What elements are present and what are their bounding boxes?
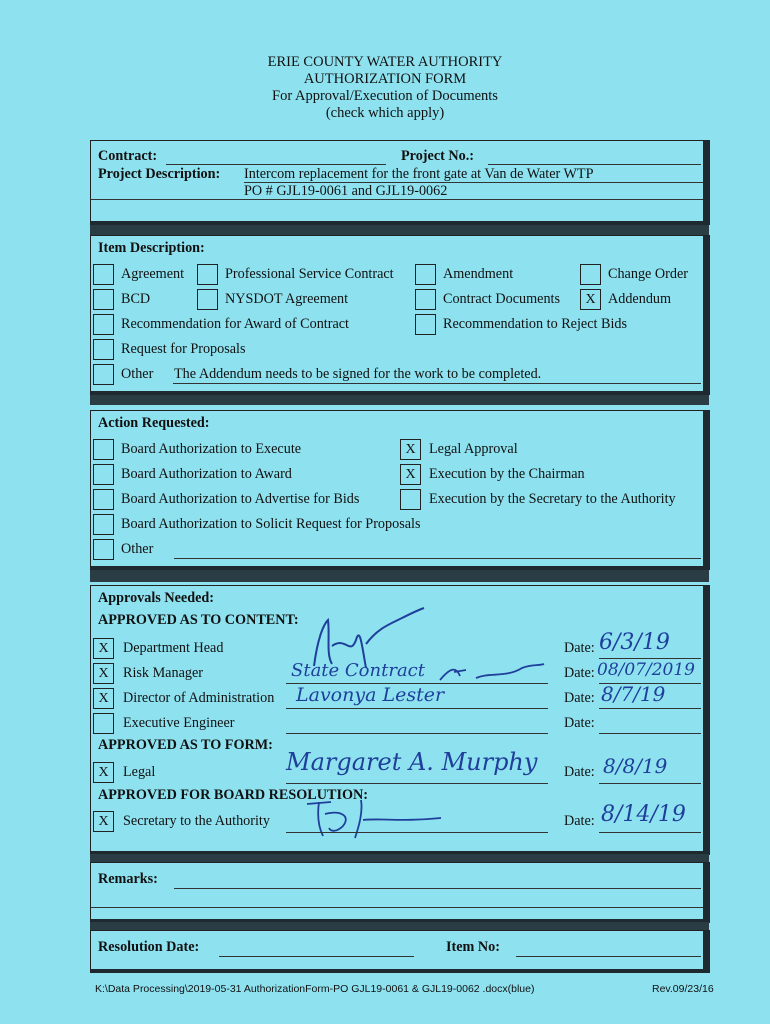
- section-divider: [90, 854, 709, 862]
- action-requested-section: [90, 410, 710, 570]
- execute-checkbox[interactable]: [93, 439, 114, 460]
- legal-signature: Margaret A. Murphy: [286, 748, 538, 776]
- remarks-label: Remarks:: [98, 871, 158, 887]
- rec-reject-label: Recommendation to Reject Bids: [443, 316, 628, 332]
- secretary-authority-date-label: Date:: [564, 813, 595, 829]
- section-divider: [90, 922, 709, 930]
- award-checkbox[interactable]: [93, 464, 114, 485]
- date-line: [599, 658, 701, 659]
- agreement-label: Agreement: [121, 266, 185, 282]
- professional-service-label: Professional Service Contract: [225, 266, 394, 282]
- risk-manager-date[interactable]: 08/07/2019: [597, 660, 695, 680]
- director-admin-label: Director of Administration: [123, 690, 275, 706]
- secretary-checkbox[interactable]: [400, 489, 421, 510]
- contract-label: Contract:: [98, 148, 158, 164]
- secretary-authority-date[interactable]: 8/14/19: [601, 802, 686, 827]
- executive-engineer-checkbox[interactable]: [93, 713, 114, 734]
- item-description-title: Item Description:: [98, 240, 205, 256]
- risk-manager-date-label: Date:: [564, 665, 595, 681]
- approvals-title: Approvals Needed:: [98, 590, 215, 606]
- legal-approval-label: Legal Approval: [429, 441, 518, 457]
- remarks-field[interactable]: [174, 888, 701, 889]
- contract-documents-checkbox[interactable]: [415, 289, 436, 310]
- form-header: [0, 54, 770, 122]
- amendment-checkbox[interactable]: [415, 264, 436, 285]
- signature-line: [286, 832, 548, 833]
- date-line: [599, 708, 701, 709]
- section-divider: [90, 570, 709, 582]
- director-admin-date-label: Date:: [564, 690, 595, 706]
- signature-line: [286, 783, 548, 784]
- date-line: [599, 733, 701, 734]
- legal-checkbox[interactable]: X: [93, 762, 114, 783]
- addendum-checkbox[interactable]: X: [580, 289, 601, 310]
- signature-line: [286, 708, 548, 709]
- rfp-label: Request for Proposals: [121, 341, 246, 357]
- project-description-line2[interactable]: PO # GJL19-0061 and GJL19-0062: [244, 183, 448, 199]
- action-other-checkbox[interactable]: [93, 539, 114, 560]
- nysdot-label: NYSDOT Agreement: [225, 291, 349, 307]
- advertise-checkbox[interactable]: [93, 489, 114, 510]
- director-admin-date[interactable]: 8/7/19: [601, 682, 666, 706]
- director-admin-checkbox[interactable]: X: [93, 688, 114, 709]
- award-label: Board Authorization to Award: [121, 466, 292, 482]
- footer-revision: Rev.09/23/16: [652, 983, 714, 995]
- desc-line2: [91, 199, 703, 200]
- secretary-label: Execution by the Secretary to the Authority: [429, 491, 676, 507]
- risk-manager-signature: State Contract: [291, 660, 425, 681]
- agreement-checkbox[interactable]: [93, 264, 114, 285]
- rec-award-label: Recommendation for Award of Contract: [121, 316, 349, 332]
- department-head-label: Department Head: [123, 640, 224, 656]
- execute-label: Board Authorization to Execute: [121, 441, 302, 457]
- remarks-section: [90, 862, 710, 923]
- executive-engineer-date-label: Date:: [564, 715, 595, 731]
- chairman-label: Execution by the Chairman: [429, 466, 585, 482]
- resolution-section: [90, 930, 710, 973]
- chairman-checkbox[interactable]: X: [400, 464, 421, 485]
- signature-line: [286, 733, 548, 734]
- solicit-checkbox[interactable]: [93, 514, 114, 535]
- date-line: [599, 832, 701, 833]
- action-requested-title: Action Requested:: [98, 415, 210, 431]
- director-admin-signature: Lavonya Lester: [296, 684, 445, 706]
- item-description-section: [90, 235, 710, 395]
- item-no-label: Item No:: [446, 939, 500, 955]
- approved-form-heading: APPROVED AS TO FORM:: [98, 737, 273, 753]
- advertise-label: Board Authorization to Advertise for Bids: [121, 491, 360, 507]
- professional-service-checkbox[interactable]: [197, 264, 218, 285]
- approved-board-heading: APPROVED FOR BOARD RESOLUTION:: [98, 787, 368, 803]
- addendum-label: Addendum: [608, 291, 672, 307]
- legal-date[interactable]: 8/8/19: [603, 754, 668, 778]
- department-head-checkbox[interactable]: X: [93, 638, 114, 659]
- risk-manager-checkbox[interactable]: X: [93, 663, 114, 684]
- approvals-section: [90, 585, 710, 855]
- project-no-label: Project No.:: [401, 148, 475, 164]
- project-description-label: Project Description:: [98, 166, 221, 182]
- item-other-line: [173, 383, 701, 384]
- item-no-field[interactable]: [516, 956, 701, 957]
- form-subtitle: For Approval/Execution of Documents: [272, 88, 498, 104]
- contract-field[interactable]: [166, 164, 386, 165]
- contract-documents-label: Contract Documents: [443, 291, 561, 307]
- resolution-date-field[interactable]: [219, 956, 414, 957]
- item-other-label: Other: [121, 366, 154, 382]
- secretary-authority-label: Secretary to the Authority: [123, 813, 270, 829]
- org-name: ERIE COUNTY WATER AUTHORITY: [267, 54, 503, 70]
- rfp-checkbox[interactable]: [93, 339, 114, 360]
- action-other-label: Other: [121, 541, 154, 557]
- legal-label: Legal: [123, 764, 156, 780]
- bcd-checkbox[interactable]: [93, 289, 114, 310]
- bcd-label: BCD: [121, 291, 151, 307]
- solicit-label: Board Authorization to Solicit Request for Proposals: [121, 516, 421, 532]
- secretary-signature: [301, 796, 451, 841]
- footer-file-path: K:\Data Processing\2019-05-31 AuthorizationForm-PO GJL19-0061 & GJL19-0062 .docx(blue): [95, 983, 535, 995]
- rec-award-checkbox[interactable]: [93, 314, 114, 335]
- executive-engineer-label: Executive Engineer: [123, 715, 235, 731]
- legal-date-label: Date:: [564, 764, 595, 780]
- department-head-date[interactable]: 6/3/19: [599, 630, 670, 655]
- amendment-label: Amendment: [443, 266, 514, 282]
- rec-reject-checkbox[interactable]: [415, 314, 436, 335]
- change-order-label: Change Order: [608, 266, 688, 282]
- remarks-line: [91, 907, 703, 908]
- risk-manager-label: Risk Manager: [123, 665, 203, 681]
- date-line: [599, 783, 701, 784]
- risk-manager-initials: [436, 658, 546, 686]
- project-no-field[interactable]: [488, 164, 701, 165]
- form-title: AUTHORIZATION FORM: [303, 71, 467, 87]
- change-order-checkbox[interactable]: [580, 264, 601, 285]
- project-description-line1[interactable]: Intercom replacement for the front gate at Van de Water WTP: [244, 166, 594, 182]
- form-instruction: (check which apply): [325, 105, 445, 121]
- approved-content-heading: APPROVED AS TO CONTENT:: [98, 612, 299, 628]
- section-divider: [90, 225, 709, 235]
- item-other-text[interactable]: The Addendum needs to be signed for the work to be completed.: [174, 366, 542, 382]
- resolution-date-label: Resolution Date:: [98, 939, 200, 955]
- action-other-line[interactable]: [174, 558, 701, 559]
- nysdot-checkbox[interactable]: [197, 289, 218, 310]
- secretary-authority-checkbox[interactable]: X: [93, 811, 114, 832]
- item-other-checkbox[interactable]: [93, 364, 114, 385]
- section-divider: [90, 395, 709, 405]
- department-head-date-label: Date:: [564, 640, 595, 656]
- legal-approval-checkbox[interactable]: X: [400, 439, 421, 460]
- contract-section: [90, 140, 710, 225]
